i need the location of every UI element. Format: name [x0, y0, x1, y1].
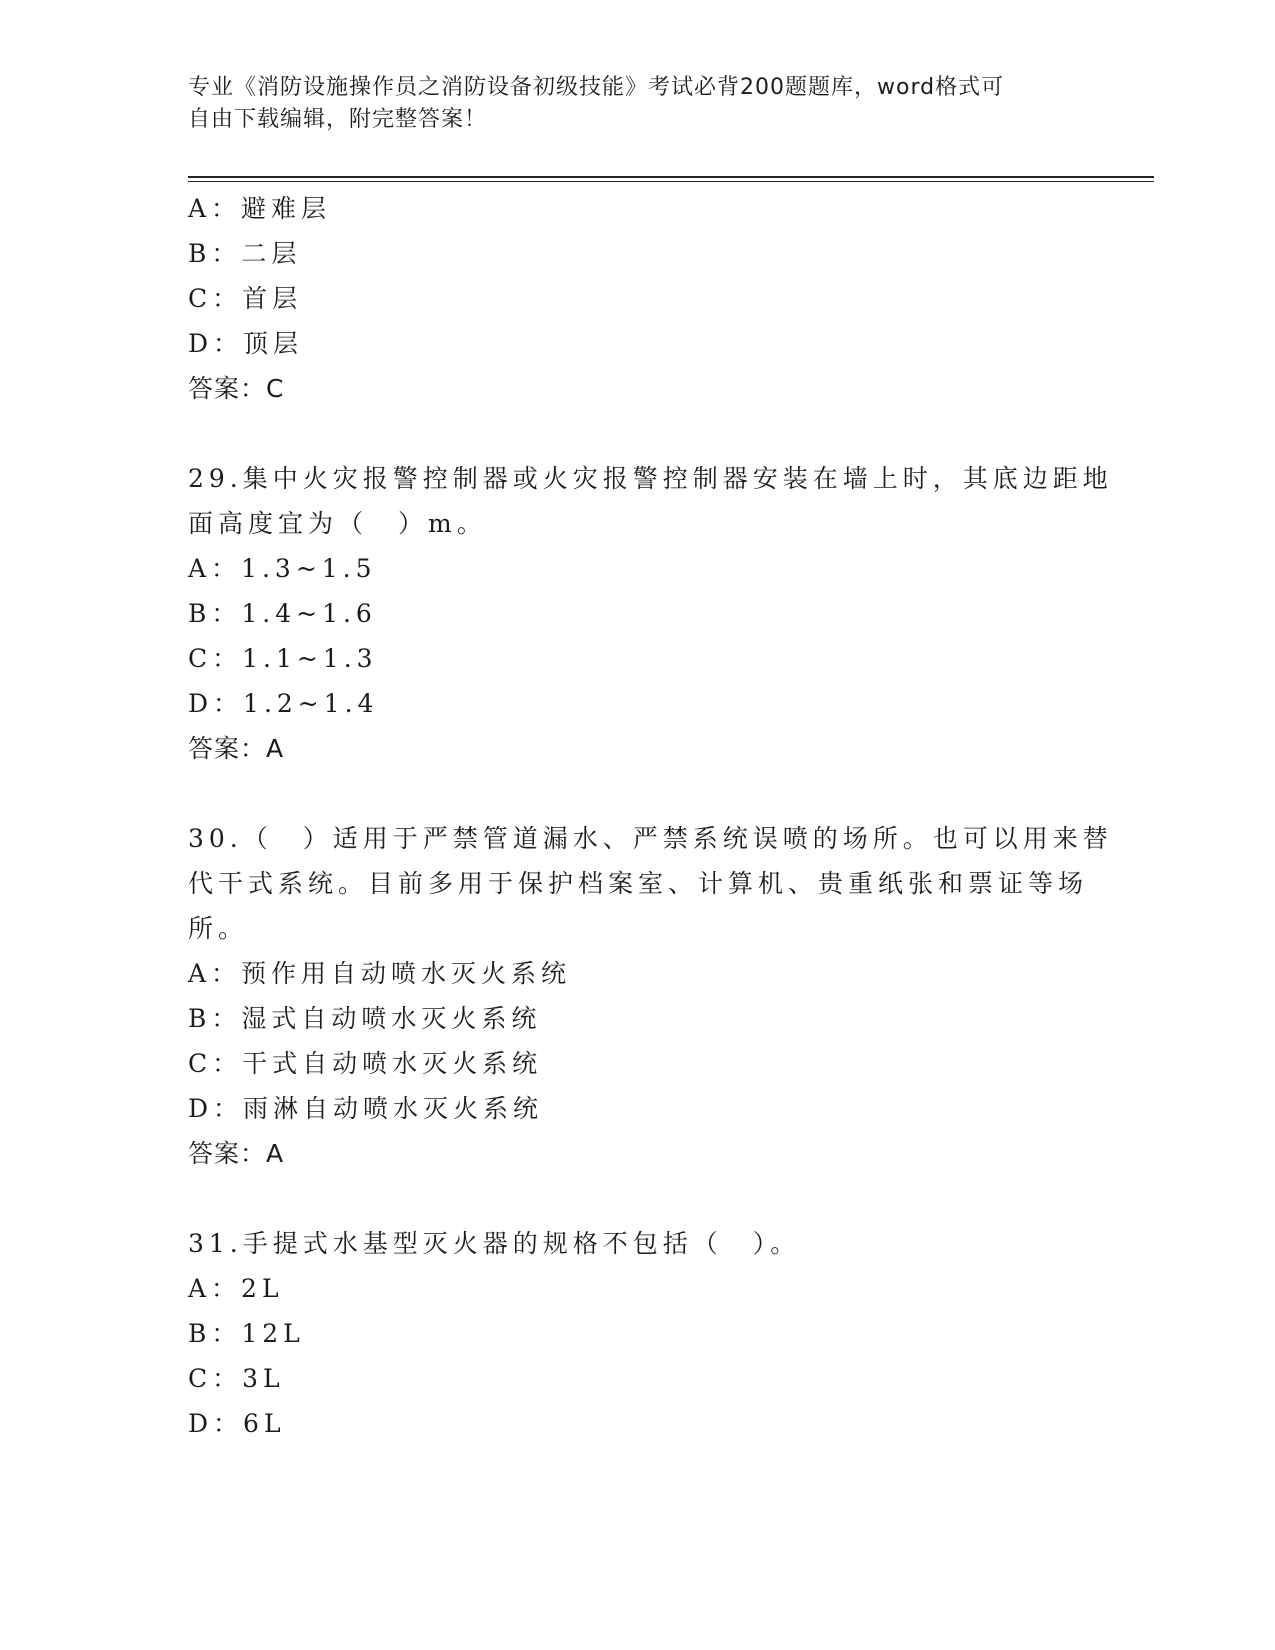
- q31-stem-line-1: 31.手提式水基型灭火器的规格不包括（ ）。: [188, 1229, 801, 1258]
- q30-answer: 答案：A: [188, 1139, 285, 1168]
- header-line-1: 专业《消防设施操作员之消防设备初级技能》考试必背200题题库，word格式可: [188, 75, 1005, 100]
- q28-option-c: C：首层: [188, 284, 303, 313]
- q28-option-d: D：顶层: [188, 329, 304, 358]
- q28-answer: 答案：C: [188, 374, 285, 403]
- q31-option-d: D：6L: [188, 1409, 286, 1438]
- q29-stem-line-1: 29.集中火灾报警控制器或火灾报警控制器安装在墙上时，其底边距地: [188, 464, 1113, 493]
- q30-stem-line-1: 30.（ ）适用于严禁管道漏水、严禁系统误喷的场所。也可以用来替: [188, 824, 1113, 853]
- q30-option-b: B：湿式自动喷水灭火系统: [188, 1004, 542, 1033]
- q31-option-b: B：12L: [188, 1319, 305, 1348]
- header-divider-thin: [188, 181, 1154, 182]
- q29-option-c: C：1.1~1.3: [188, 644, 378, 673]
- q29-option-a: A：1.3~1.5: [188, 554, 377, 583]
- q29-option-d: D：1.2~1.4: [188, 689, 379, 718]
- q28-option-b: B：二层: [188, 239, 302, 268]
- q29-answer: 答案：A: [188, 734, 285, 763]
- q28-option-a: A：避难层: [188, 194, 332, 223]
- q31-option-c: C：3L: [188, 1364, 285, 1393]
- header-line-2: 自由下载编辑，附完整答案！: [188, 107, 488, 132]
- document-header: [188, 72, 1068, 136]
- q31-option-a: A：2L: [188, 1274, 284, 1303]
- q30-option-c: C：干式自动喷水灭火系统: [188, 1049, 543, 1078]
- q30-stem-line-2: 代干式系统。目前多用于保护档案室、计算机、贵重纸张和票证等场: [188, 869, 1089, 898]
- q29-option-b: B：1.4~1.6: [188, 599, 377, 628]
- q30-option-d: D：雨淋自动喷水灭火系统: [188, 1094, 544, 1123]
- q29-stem-line-2: 面高度宜为（ ）m。: [188, 509, 487, 538]
- header-divider-thick: [188, 176, 1154, 178]
- q30-option-a: A：预作用自动喷水灭火系统: [188, 959, 572, 988]
- q30-stem-line-3: 所。: [188, 914, 249, 943]
